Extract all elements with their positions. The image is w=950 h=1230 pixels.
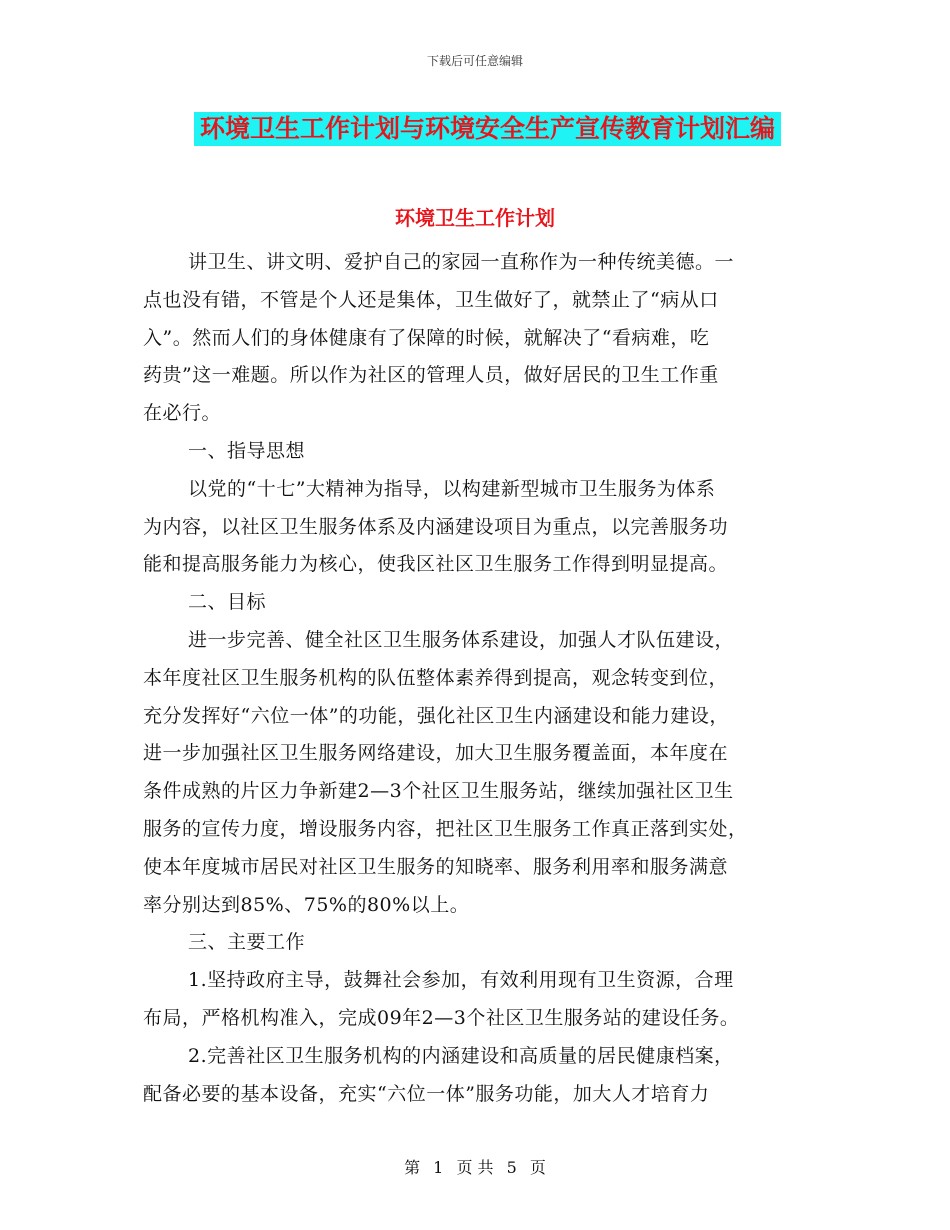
text-line: 条件成熟的片区力争新建2—3个社区卫生服务站，继续加强社区卫生: [143, 780, 734, 803]
body-text: [143, 244, 803, 1113]
text-line: 点也没有错，不管是个人还是集体，卫生做好了，就禁止了“病从口: [143, 288, 719, 311]
text-line: 率分别达到85%、75%的80%以上。: [143, 893, 470, 916]
text-line: 入”。然而人们的身体健康有了保障的时候，就解决了“看病难，吃: [143, 326, 710, 349]
section-title: 环境卫生工作计划: [395, 206, 555, 230]
text-line: 配备必要的基本设备，充实“六位一体”服务功能，加大人才培育力: [143, 1082, 710, 1105]
text-line: 使本年度城市居民对社区卫生服务的知晓率、服务利用率和服务满意: [143, 855, 729, 878]
text-line: 进一步加强社区卫生服务网络建设，加大卫生服务覆盖面，本年度在: [143, 742, 729, 765]
footer-prefix: 第: [404, 1158, 421, 1177]
text-line: 药贵”这一难题。所以作为社区的管理人员，做好居民的卫生工作重: [143, 364, 719, 387]
total-pages: 5: [506, 1158, 517, 1177]
page-number: 1: [433, 1158, 444, 1177]
text-line: 讲卫生、讲文明、爱护自己的家园一直称作为一种传统美德。一: [188, 251, 735, 273]
text-line: 能和提高服务能力为核心，使我区社区卫生服务工作得到明显提高。: [143, 553, 729, 576]
text-line: 1.坚持政府主导，鼓舞社会参加，有效利用现有卫生资源，合理: [188, 969, 734, 992]
text-line: 充分发挥好“六位一体”的功能，强化社区卫生内涵建设和能力建设，: [143, 704, 729, 727]
header-note: 下载后可任意编辑: [426, 54, 523, 68]
text-line: 以党的“十七”大精神为指导，以构建新型城市卫生服务为体系: [188, 477, 716, 500]
footer-middle: 页 共: [456, 1158, 494, 1177]
text-line: 进一步完善、健全社区卫生服务体系建设，加强人才队伍建设，: [188, 628, 735, 651]
text-line: 三、主要工作: [188, 931, 306, 954]
text-line: 在必行。: [143, 402, 222, 425]
text-line: 2.完善社区卫生服务机构的内涵建设和高质量的居民健康档案，: [188, 1044, 734, 1067]
text-line: 二、目标: [188, 591, 267, 614]
text-line: 本年度社区卫生服务机构的队伍整体素养得到提高，观念转变到位，: [143, 666, 729, 689]
text-line: 为内容，以社区卫生服务体系及内涵建设项目为重点，以完善服务功: [143, 515, 729, 538]
footer-suffix: 页: [529, 1158, 546, 1177]
text-line: 布局，严格机构准入，完成09年2—3个社区卫生服务站的建设任务。: [143, 1006, 740, 1029]
document-title: 环境卫生工作计划与环境安全生产宣传教育计划汇编: [194, 112, 781, 146]
page-footer: [0, 1155, 950, 1178]
text-line: 一、指导思想: [188, 439, 306, 462]
text-line: 服务的宣传力度，增设服务内容，把社区卫生服务工作真正落到实处，: [143, 817, 748, 840]
